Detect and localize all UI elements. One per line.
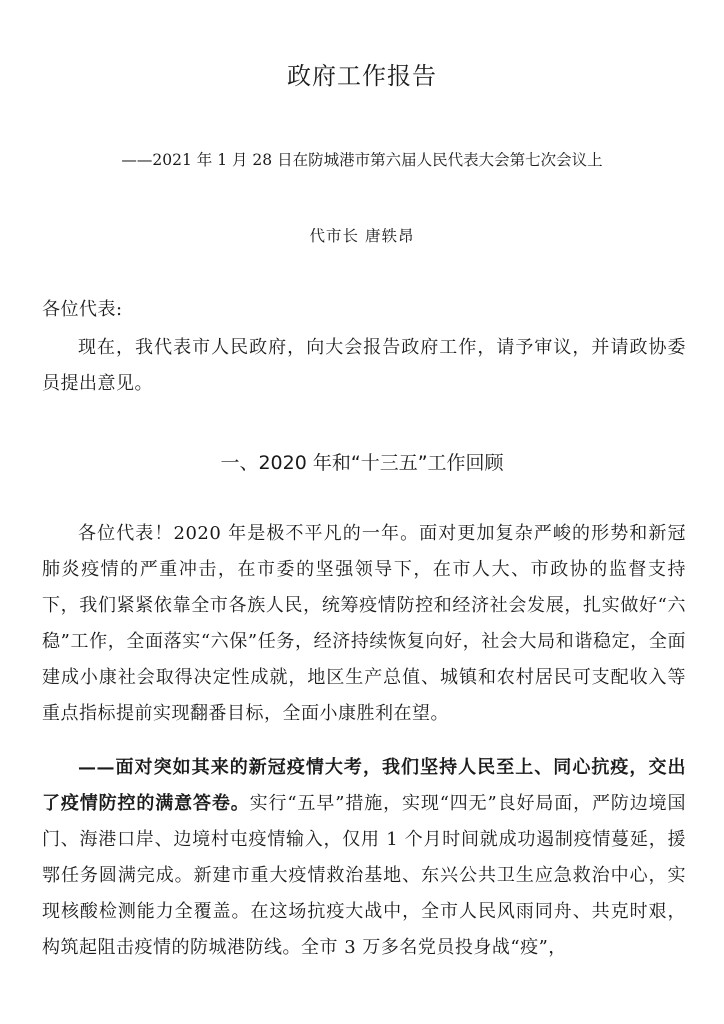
salutation: 各位代表: <box>42 299 123 320</box>
intro-paragraph: 现在，我代表市人民政府，向大会报告政府工作，请予审议，并请政协委员提出意见。 <box>42 337 686 394</box>
speaker-line: 代市长 唐轶昂 <box>309 227 415 245</box>
document-subtitle: ——2021 年 1 月 28 日在防城港市第六届人民代表大会第七次会议上 <box>121 151 603 169</box>
section-heading: 一、2020 年和“十三五”工作回顾 <box>220 452 504 474</box>
document-title: 政府工作报告 <box>287 62 437 90</box>
epidemic-paragraph <box>42 750 686 966</box>
review-paragraph: 各位代表！2020 年是极不平凡的一年。面对更加复杂严峻的形势和新冠肺炎疫情的严重冲击，在市委的坚强领导下，在市人大、市政协的监督支持下，我们紧紧依靠全市各族人民，统筹疫情防控和经济社会发展，扎实做好“六稳”工作，全面落实“六保”任务，经济持续恢复向好，社会大局和谐稳定，全面建成小康社会取得决定性成就，地区生产总值、城镇和农村居民可支配收入等重点指标提前实现翻番目标，全面小康胜利在望。 <box>42 523 686 724</box>
epidemic-paragraph-lead: ——面对突如其来的新冠疫情大考，我们坚持人民至上、同心抗疫，交出了疫情防控的满意答卷。 <box>42 757 686 814</box>
epidemic-paragraph-body: 实行“五早”措施，实现“四无”良好局面，严防边境国门、海港口岸、边境村屯疫情输入，仅用 1 个月时间就成功遏制疫情蔓延，援鄂任务圆满完成。新建市重大疫情救治基地、东兴公共卫生应急救治中心，实现核酸检测能力全覆盖。在这场抗疫大战中，全市人民风雨同舟、共克时艰，构筑起阻击疫情的防城港防线。全市 3 万多名党员投身战“疫”， <box>42 793 687 958</box>
